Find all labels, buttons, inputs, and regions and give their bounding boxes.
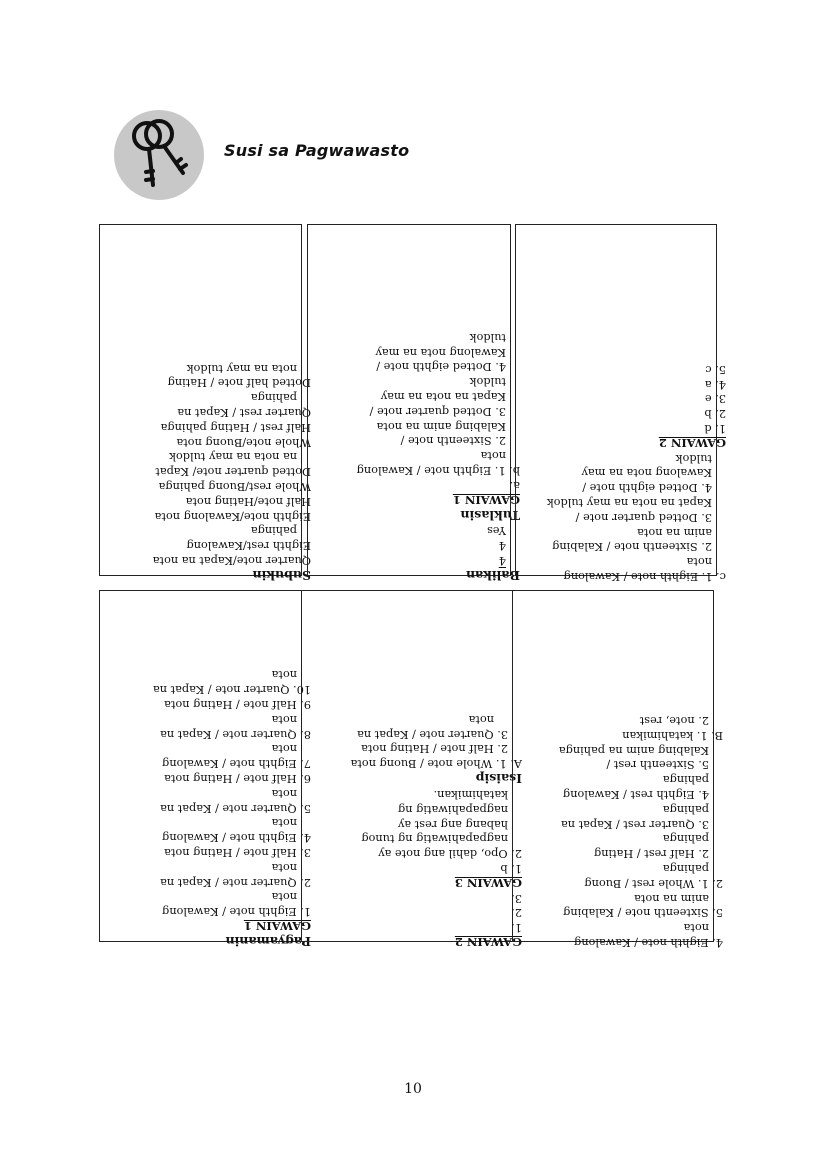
answer-line: nota [271, 712, 297, 726]
answer-line: pahinga [250, 524, 297, 538]
answer-line: 9. Half note / Hating nota [164, 698, 311, 712]
answer-line: pahinga [662, 802, 709, 816]
answer-line: nota na may tuldok [186, 361, 297, 375]
answer-line: Yes [487, 524, 506, 538]
pagyamanin-box [99, 590, 311, 949]
answer-line: 3. Half note / Hating nota [164, 846, 311, 860]
gawain1-heading: GAWAIN 1 [243, 919, 311, 933]
answer-line: habang ang rest ay [397, 817, 508, 831]
balikan-heading: Balikan [465, 568, 520, 583]
answer-line: nota [468, 712, 494, 726]
answer-line: Kawalong nota na may [375, 345, 506, 359]
answer-line: Half note/Hating nota [185, 494, 311, 508]
answer-line: 2. Sixteenth note / [400, 434, 506, 448]
answer-line: pahinga [662, 832, 709, 846]
answer-line: Quarter note/Kapat na nota [152, 554, 311, 567]
answer-line: 2. Opo, dahil ang note ay [378, 847, 522, 861]
answer-line: 5. Quarter note / Kapat na [160, 801, 311, 815]
answer-line: 5. Sixteenth rest / [606, 758, 709, 772]
answer-line: Eighth note/Kawalong nota [154, 509, 311, 523]
pagyamanin-content [100, 591, 321, 957]
answer-line: 2. b [704, 407, 726, 421]
keys-icon [113, 109, 205, 201]
gawain1-heading: GAWAIN 1 [452, 492, 520, 507]
answer-line: 3. Quarter note / Kapat na [357, 727, 508, 741]
answer-line: Kalabing anim na nota [376, 419, 506, 433]
answer-line: nota [271, 742, 297, 756]
balikan-box [307, 224, 520, 583]
isaisip-continued-content [513, 591, 733, 957]
gawain2-3-isaisip-content [302, 591, 532, 957]
answer-line: 4. a [704, 377, 726, 391]
answer-line: nagpapahiwatig ng [398, 802, 508, 816]
answer-line: 2. 1. Whole rest / Buong [584, 876, 723, 890]
answer-line: 1. Eighth note / Kawalong [162, 905, 311, 919]
answer-line: pahinga [250, 391, 297, 405]
answer-line: 3. e [704, 392, 726, 406]
answer-line: 3. Dotted quarter note / [369, 404, 506, 418]
isaisip-continued-box [512, 590, 723, 949]
answer-line: Half rest / Hating pahinga [160, 420, 311, 434]
answer-line: 5. c [705, 362, 726, 376]
subukin-heading: Subukin [252, 568, 311, 583]
gawain-box-top-right [515, 224, 726, 583]
answer-line: b. 1. Eighth note / Kawalong [356, 464, 520, 478]
tuklasin-heading: Tuklasin [460, 507, 520, 523]
answer-line: 4 [498, 539, 506, 553]
answer-line: 1. d [704, 422, 726, 436]
answer-line: tuldok [675, 451, 712, 465]
balikan-content [308, 225, 530, 591]
answer-line: 1. [511, 921, 522, 935]
answer-line: 6. Half note / Hating nota [164, 772, 311, 786]
answer-line: nagpapahiwatig ng tunog [361, 832, 508, 846]
answer-line: Kapat na nota na may [380, 390, 506, 404]
subukin-content [100, 225, 321, 591]
answer-line: anim na nota [634, 891, 709, 905]
answer-line: nota [271, 786, 297, 800]
answer-line: 4. Dotted eighth note / [376, 360, 506, 374]
answer-line: 2. Sixteenth note / Kalabing [552, 540, 712, 554]
answer-line: Kalabing anim na pahinga [558, 743, 709, 757]
answer-line: nota [683, 921, 709, 935]
answer-line: Dotted half note / Hating [167, 376, 311, 390]
answer-line: 3. [511, 891, 522, 905]
answer-line: 7. Eighth note / Kawalong [162, 757, 311, 771]
answer-line: 2. Half rest / Hating [594, 847, 709, 861]
answer-line: tuldok [469, 375, 506, 389]
gawain2-3-isaisip-box [301, 590, 522, 949]
answer-line: anim na nota [637, 525, 712, 539]
answer-line: 3. Quarter rest / Kapat na [561, 817, 709, 831]
answer-line: Dotted quarter note/ Kapat [155, 465, 311, 479]
answer-line: 1. b [500, 862, 522, 876]
pagyamanin-heading: Pagyamanin [225, 934, 311, 949]
gawain2-heading: GAWAIN 2 [658, 435, 726, 450]
answer-line: na nota na may tuldok [169, 450, 297, 464]
answer-line: 4. Dotted eighth note / [582, 481, 712, 495]
answer-line: 10. Quarter note / Kapat na [152, 683, 311, 697]
answer-line: nota [271, 816, 297, 830]
answer-line: 4. Eighth rest / Kawalong [562, 788, 709, 802]
subukin-box [99, 224, 311, 583]
answer-line: Whole rest/Buong pahinga [158, 480, 311, 494]
isaisip-heading: Isaisip [475, 771, 522, 787]
answer-line: 2. note, rest [639, 714, 709, 728]
answer-line: pahinga [662, 773, 709, 787]
answer-line: nota [480, 449, 506, 463]
answer-line: 8. Quarter note / Kapat na [160, 727, 311, 741]
page-number: 10 [404, 1081, 422, 1097]
answer-line: nota [271, 860, 297, 874]
answer-line: a. [509, 478, 520, 492]
answer-line: 4. Eighth note / Kawalong [574, 936, 723, 949]
answer-line: Kapat na nota na may tuldok [546, 496, 712, 510]
answer-line: 3. Dotted quarter note / [575, 510, 712, 524]
answer-line: Kawalong nota na may [581, 466, 712, 480]
answer-line: B. 1. katahimikan [622, 728, 723, 742]
answer-line: Whole note/Buong nota [176, 435, 311, 449]
answer-line: c. 1. Eighth note / Kawalong [563, 570, 726, 583]
answer-line: 4 [498, 554, 506, 567]
answer-line: katahimikan. [433, 788, 508, 802]
answer-line: 4. Eighth note / Kawalong [162, 831, 311, 845]
gawain-content-top-right [516, 225, 736, 591]
gawain2-heading: GAWAIN 2 [454, 935, 522, 949]
gawain3-heading: GAWAIN 3 [454, 875, 522, 890]
answer-line: nota [271, 668, 297, 682]
answer-line: 5. Sixteenth note / Kalabing [563, 906, 723, 920]
answer-line: nota [686, 555, 712, 569]
answer-line: 2. Half note / Hating nota [361, 742, 508, 756]
answer-line: Eighth rest/Kawalong [186, 539, 311, 553]
answer-line: Quarter rest / Kapat na [177, 406, 311, 420]
page-title: Susi sa Pagwawasto [224, 141, 410, 160]
answer-line: nota [271, 890, 297, 904]
answer-line: 2. [511, 906, 522, 920]
answer-line: pahinga [662, 862, 709, 876]
answer-line: tuldok [469, 330, 506, 344]
answer-line: A. 1. Whole note / Buong nota [350, 757, 522, 771]
answer-line: 2. Quarter note / Kapat na [160, 875, 311, 889]
